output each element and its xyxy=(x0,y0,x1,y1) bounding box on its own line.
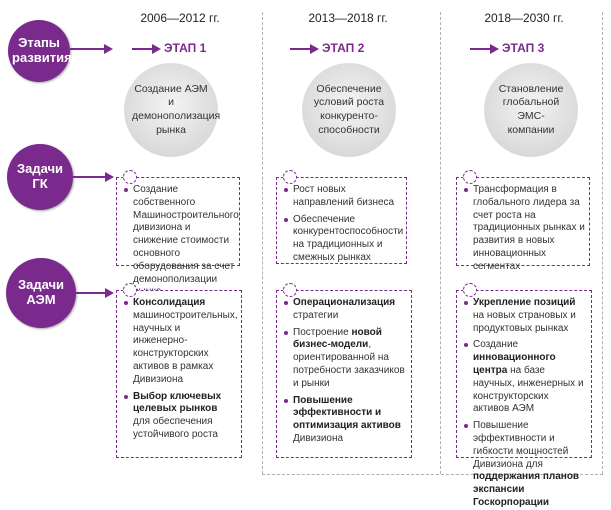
aem-task-bold: Выбор ключевых целевых рынков xyxy=(133,390,222,415)
aem-task-bold: Укрепление позиций xyxy=(473,297,576,308)
aem-task-text: на новых страновых и продуктовых рынках xyxy=(473,309,576,334)
aem-task-pre: Повышение эффективности и гибкости мощностей Дивизиона для xyxy=(473,420,569,470)
stage-2-label: ЭТАП 2 xyxy=(322,41,365,55)
stage-2-circle xyxy=(302,63,396,157)
aem-task-list-1 xyxy=(123,297,237,442)
stage-1-circle-text: Создание АЭМ и демонополизация рынка xyxy=(132,82,221,136)
stage-3-arrow-head xyxy=(490,44,499,54)
gk-task-text: Обеспечение конкурентоспособности на традиционных и смежных рынках xyxy=(293,213,404,263)
row-label-gk xyxy=(7,144,73,210)
gk-task-text: Рост новых направлений бизнеса xyxy=(293,184,395,208)
stages-row-arrow xyxy=(70,48,106,50)
aem-task-bold: Консолидация xyxy=(133,297,206,308)
gk-box-2-connector xyxy=(283,170,297,184)
aem-task-pre: Построение xyxy=(293,326,352,338)
list-item xyxy=(283,214,402,265)
gk-row-arrow-head xyxy=(105,172,114,182)
gk-box-1-connector xyxy=(123,170,137,184)
aem-task-text: , ориентированной на потребности заказчиков и рынки xyxy=(293,339,405,389)
column-divider-1 xyxy=(262,12,263,474)
list-item xyxy=(463,297,587,335)
aem-box-1-connector xyxy=(123,283,137,297)
list-item xyxy=(123,297,237,387)
row-label-aem-text: Задачи АЭМ xyxy=(17,277,65,307)
aem-task-text: для обеспечения устойчивого роста xyxy=(133,416,218,440)
aem-task-bold: поддержания планов экспансии Госкорпорации xyxy=(473,471,580,508)
stage-1-arrow xyxy=(132,48,154,50)
gk-task-text: Создание собственного Машиностроительного дивизиона и снижение стоимости основного оборудования за счет демонополизации xyxy=(133,184,239,285)
gk-task-list-1 xyxy=(123,184,239,299)
period-2-label: 2013—2018 гг. xyxy=(308,11,388,25)
aem-row-arrow-head xyxy=(105,288,114,298)
row-label-stages xyxy=(8,20,70,82)
aem-box-3-connector xyxy=(463,283,477,297)
aem-task-bold: инновационного центра xyxy=(473,352,556,376)
list-item xyxy=(283,327,407,391)
list-item xyxy=(463,420,587,510)
list-item xyxy=(283,297,407,323)
aem-task-bold: Повышение эффективности и оптимизация активов xyxy=(293,394,401,432)
list-item xyxy=(463,184,585,274)
aem-task-text: машиностроительных, научных и инженерно-конструкторских активов в рамках Дивизиона xyxy=(133,309,238,385)
column-divider-3 xyxy=(602,12,603,474)
stage-1-circle xyxy=(124,63,221,157)
aem-task-box-3 xyxy=(456,290,592,508)
gk-task-box-3 xyxy=(456,177,590,272)
stage-2-arrow-head xyxy=(310,44,319,54)
list-item xyxy=(463,339,587,416)
aem-task-list-3 xyxy=(463,297,587,510)
row-label-aem xyxy=(6,258,76,328)
aem-task-text: стратегии xyxy=(293,309,339,321)
stage-2-arrow xyxy=(290,48,312,50)
gk-box-3-connector xyxy=(463,170,477,184)
aem-task-text: на базе научных, инженерных и конструкторских активов АЭМ xyxy=(473,364,584,415)
aem-task-bold: Операционализация xyxy=(293,297,396,308)
gk-row-arrow xyxy=(73,176,107,178)
list-item xyxy=(123,391,237,442)
stage-1-arrow-head xyxy=(152,44,161,54)
row-label-stages-text: Этапы развития xyxy=(12,35,72,65)
stage-3-circle xyxy=(484,63,578,157)
row-label-gk-text: Задачи ГК xyxy=(16,161,64,191)
list-item xyxy=(283,184,402,210)
list-item xyxy=(283,395,407,446)
column-divider-2 xyxy=(440,12,441,474)
period-3-label: 2018—2030 гг. xyxy=(484,11,564,25)
gk-task-list-2 xyxy=(283,184,402,265)
aem-task-pre: Создание xyxy=(473,339,519,351)
gk-task-text: Трансформация в глобального лидера за счет роста на традиционных рынках и развития в новых инновационных сегментах xyxy=(473,184,585,272)
stage-3-circle-text: Становление глобальной ЭМС-компании xyxy=(498,82,564,136)
stage-2-circle-text: Обеспечение условий роста конкуренто-способности xyxy=(313,82,385,136)
stages-row-arrow-head xyxy=(104,44,113,54)
aem-row-arrow xyxy=(76,292,107,294)
stage-1-label: ЭТАП 1 xyxy=(164,41,207,55)
stage-3-label: ЭТАП 3 xyxy=(502,41,545,55)
aem-task-list-2 xyxy=(283,297,407,446)
aem-task-bold: новой бизнес-модели xyxy=(293,326,382,351)
aem-task-box-1 xyxy=(116,290,242,458)
list-item xyxy=(123,184,239,299)
gk-task-box-2 xyxy=(276,177,407,264)
aem-task-text: Дивизиона xyxy=(293,432,344,444)
stage-3-arrow xyxy=(470,48,492,50)
period-1-label: 2006—2012 гг. xyxy=(140,11,220,25)
gk-task-box-1 xyxy=(116,177,240,285)
gk-task-list-3 xyxy=(463,184,585,274)
aem-box-2-connector xyxy=(283,283,297,297)
aem-task-box-2 xyxy=(276,290,412,458)
